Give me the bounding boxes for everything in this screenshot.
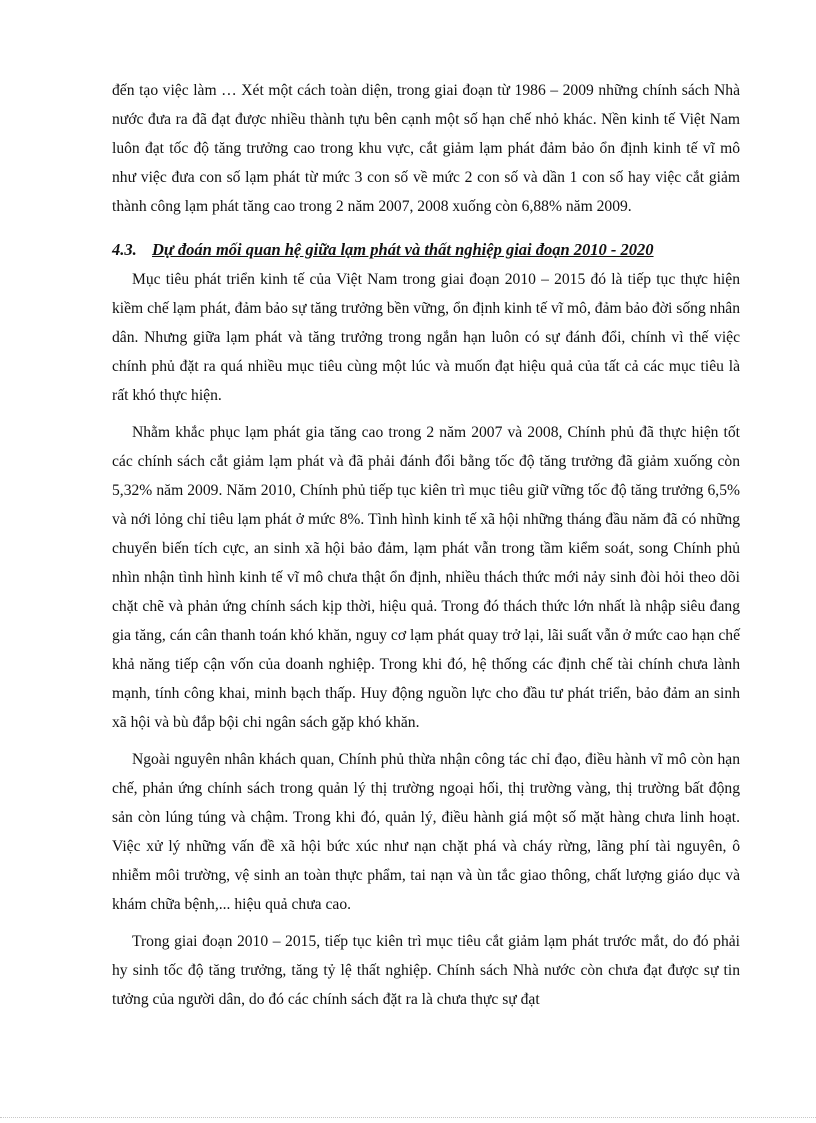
paragraph-4: Trong giai đoạn 2010 – 2015, tiếp tục kiên trì mục tiêu cắt giảm lạm phát trước mắt, do đó phải hy sinh tốc độ tăng trưởng, tăng tỷ lệ thất nghiệp. Chính sách Nhà nước còn chưa đạt được sự tin tưởng của người dân, do đó các chính sách đặt ra là chưa thực sự đạt	[112, 933, 740, 1008]
paragraph-intro: đến tạo việc làm … Xét một cách toàn diện, trong giai đoạn từ 1986 – 2009 những chính sách Nhà nước đưa ra đã đạt được nhiều thành tựu bên cạnh một số hạn chế nhỏ khác. Nền kinh tế Việt Nam luôn đạt tốc độ tăng trưởng cao trong khu vực, cắt giảm lạm phát đảm bảo ổn định kinh tế vĩ mô như việc đưa con số lạm phát từ mức 3 con số về mức 2 con số và dần 1 con số hay việc cắt giảm thành công lạm phát tăng cao trong 2 năm 2007, 2008 xuống còn 6,88% năm 2009.	[112, 82, 740, 215]
paragraph-1: Mục tiêu phát triển kinh tế của Việt Nam trong giai đoạn 2010 – 2015 đó là tiếp tục thực hiện kiềm chế lạm phát, đảm bảo sự tăng trưởng bền vững, ổn định kinh tế vĩ mô, đảm bảo đời sống nhân dân. Nhưng giữa lạm phát và tăng trưởng trong ngắn hạn luôn có sự đánh đổi, chính vì thế việc chính phủ đặt ra quá nhiều mục tiêu cùng một lúc và muốn đạt hiệu quả của tất cả các mục tiêu là rất khó thực hiện.	[112, 271, 740, 404]
page-bottom-divider	[0, 1117, 816, 1118]
section-title: Dự đoán mối quan hệ giữa lạm phát và thất nghiệp giai đoạn 2010 - 2020	[152, 240, 654, 259]
paragraph-2: Nhằm khắc phục lạm phát gia tăng cao trong 2 năm 2007 và 2008, Chính phủ đã thực hiện tốt các chính sách cắt giảm lạm phát và đã phải đánh đổi bằng tốc độ tăng trưởng đã giảm xuống còn 5,32% năm 2009. Năm 2010, Chính phủ tiếp tục kiên trì mục tiêu giữ vững tốc độ tăng trưởng 6,5% và nới lỏng chỉ tiêu lạm phát ở mức 8%. Tình hình kinh tế xã hội những tháng đầu năm đã có những chuyển biến tích cực, an sinh xã hội bảo đảm, lạm phát vẫn trong tầm kiểm soát, song Chính phủ nhìn nhận tình hình kinh tế vĩ mô chưa thật ổn định, nhiều thách thức mới nảy sinh đòi hỏi theo dõi chặt chẽ và phản ứng chính sách kịp thời, hiệu quả. Trong đó thách thức lớn nhất là nhập siêu đang gia tăng, cán cân thanh toán khó khăn, nguy cơ lạm phát quay trở lại, lãi suất vẫn ở mức cao hạn chế khả năng tiếp cận vốn của doanh nghiệp. Trong khi đó, hệ thống các định chế tài chính chưa lành mạnh, tính công khai, minh bạch thấp. Huy động nguồn lực cho đầu tư phát triển, bảo đảm an sinh xã hội và bù đắp bội chi ngân sách gặp khó khăn.	[112, 424, 740, 731]
section-heading	[112, 235, 740, 265]
document-page	[112, 76, 740, 1014]
paragraph-3: Ngoài nguyên nhân khách quan, Chính phủ thừa nhận công tác chỉ đạo, điều hành vĩ mô còn hạn chế, phản ứng chính sách trong quản lý thị trường ngoại hối, thị trường vàng, thị trường bất động sản còn lúng túng và chậm. Trong khi đó, quản lý, điều hành giá một số mặt hàng chưa linh hoạt. Việc xử lý những vấn đề xã hội bức xúc như nạn chặt phá và cháy rừng, lãng phí tài nguyên, ô nhiễm môi trường, vệ sinh an toàn thực phẩm, tai nạn và ùn tắc giao thông, chất lượng giáo dục và khám chữa bệnh,... hiệu quả chưa cao.	[112, 751, 740, 913]
section-number: 4.3.	[112, 240, 137, 259]
